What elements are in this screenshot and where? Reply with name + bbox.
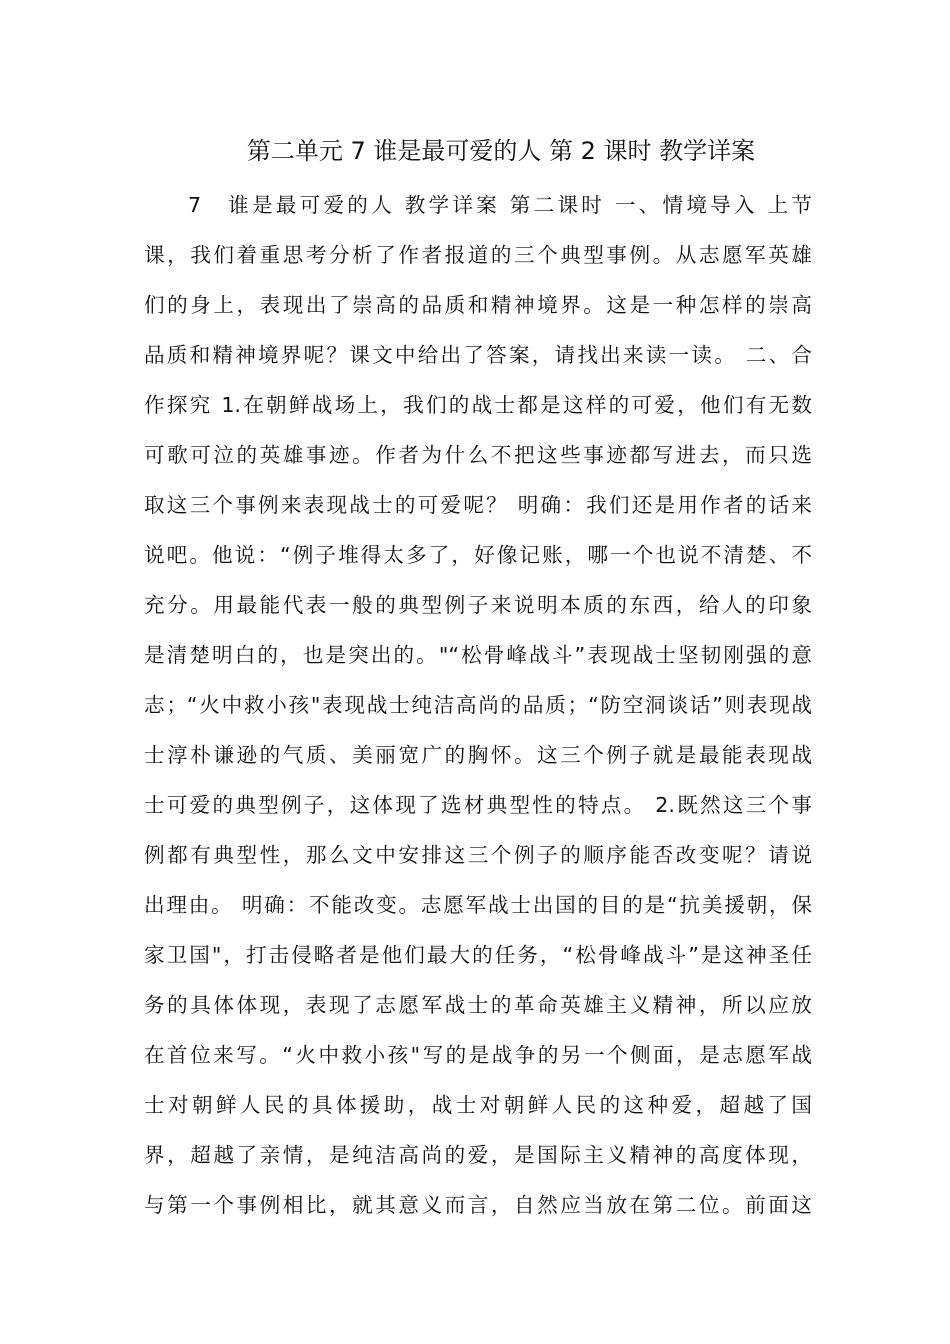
- body-line: 志；“火中救小孩"表现战士纯洁高尚的品质；“防空洞谈话”则表现战: [144, 693, 812, 717]
- body-line: 士淳朴谦逊的气质、美丽宽广的胸怀。这三个例子就是最能表现战: [144, 743, 812, 767]
- body-line: 取这三个事例来表现战士的可爱呢？ 明确：我们还是用作者的话来: [144, 493, 812, 517]
- body-line: 们的身上，表现出了崇高的品质和精神境界。这是一种怎样的崇高: [144, 293, 812, 317]
- document-body: [144, 180, 812, 1230]
- body-line: 界，超越了亲情，是纯洁高尚的爱，是国际主义精神的高度体现，: [144, 1143, 812, 1167]
- body-line: 说吧。他说：“例子堆得太多了，好像记账，哪一个也说不清楚、不: [144, 543, 812, 567]
- body-line: 课，我们着重思考分析了作者报道的三个典型事例。从志愿军英雄: [144, 243, 812, 267]
- body-line: 例都有典型性，那么文中安排这三个例子的顺序能否改变呢？请说: [144, 843, 812, 867]
- body-line: 务的具体体现，表现了志愿军战士的革命英雄主义精神，所以应放: [144, 993, 812, 1017]
- body-line: 家卫国"，打击侵略者是他们最大的任务，“松骨峰战斗”是这神圣任: [144, 943, 812, 967]
- body-line: 作探究 1.在朝鲜战场上，我们的战士都是这样的可爱，他们有无数: [144, 393, 812, 417]
- body-line: 充分。用最能代表一般的典型例子来说明本质的东西，给人的印象: [144, 593, 812, 617]
- body-line: 品质和精神境界呢？课文中给出了答案，请找出来读一读。 二、合: [144, 343, 812, 367]
- body-line: 士对朝鲜人民的具体援助，战士对朝鲜人民的这种爱，超越了国: [144, 1093, 812, 1117]
- body-line: 在首位来写。“火中救小孩"写的是战争的另一个侧面，是志愿军战: [144, 1043, 812, 1067]
- body-line: 7 谁是最可爱的人 教学详案 第二课时 一、情境导入 上节: [188, 193, 812, 217]
- body-line: 是清楚明白的，也是突出的。"“松骨峰战斗”表现战士坚韧刚强的意: [144, 643, 812, 667]
- body-line: 与第一个事例相比，就其意义而言，自然应当放在第二位。前面这: [144, 1193, 812, 1217]
- body-line: 可歌可泣的英雄事迹。作者为什么不把这些事迹都写进去，而只选: [144, 443, 812, 467]
- document-title: 第二单元 7 谁是最可爱的人 第 2 课时 教学详案: [246, 137, 756, 165]
- body-line: 出理由。 明确：不能改变。志愿军战士出国的目的是“抗美援朝，保: [144, 893, 812, 917]
- body-line: 士可爱的典型例子，这体现了选材典型性的特点。 2.既然这三个事: [144, 793, 812, 817]
